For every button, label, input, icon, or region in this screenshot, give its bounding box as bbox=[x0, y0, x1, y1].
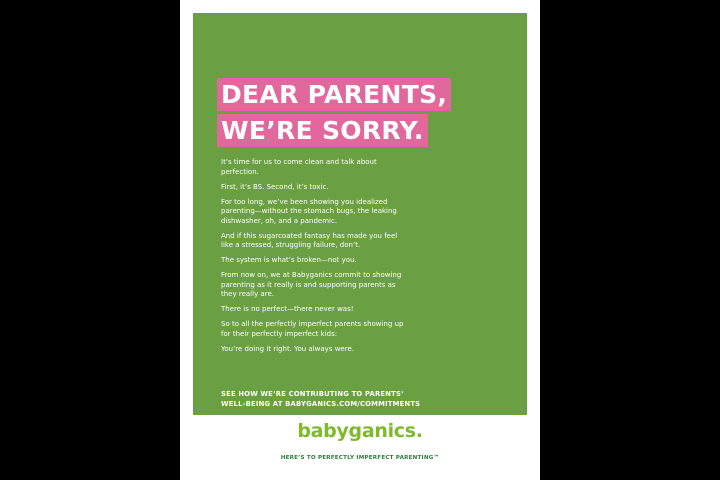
body-paragraph: First, it’s BS. Second, it’s toxic. bbox=[221, 182, 329, 191]
headline bbox=[217, 78, 451, 150]
body-copy bbox=[221, 158, 411, 360]
commitments-cta bbox=[221, 389, 421, 409]
cta-line-2: WELL-BEING AT BABYGANICS.COM/COMMITMENTS bbox=[221, 400, 421, 408]
headline-line-1: DEAR PARENTS, bbox=[217, 78, 451, 111]
babyganics-logo: babyganics. bbox=[297, 420, 423, 442]
brand-tagline: HERE’S TO PERFECTLY IMPERFECT PARENTING™ bbox=[280, 455, 440, 461]
body-paragraph: From now on, we at Babyganics commit to showing parenting as it really is and supporting parents as they really are. bbox=[221, 271, 402, 298]
body-paragraph: The system is what’s broken—not you. bbox=[221, 256, 357, 264]
body-paragraph: And if this sugarcoated fantasy has made you feel like a stressed, struggling failure, don’t. bbox=[221, 231, 398, 249]
headline-line-2: WE’RE SORRY. bbox=[217, 114, 428, 147]
green-panel bbox=[193, 13, 527, 415]
body-paragraph: You’re doing it right. You always were. bbox=[221, 344, 354, 353]
cta-line-1: SEE HOW WE’RE CONTRIBUTING TO PARENTS’ bbox=[221, 390, 404, 398]
ad-page bbox=[180, 0, 540, 480]
body-paragraph: It’s time for us to come clean and talk about perfection. bbox=[221, 158, 377, 176]
body-paragraph: So to all the perfectly imperfect parents showing up for their perfectly imperfect kids: bbox=[221, 320, 404, 338]
body-paragraph: There is no perfect—there never was! bbox=[221, 305, 354, 313]
body-paragraph: For too long, we’ve been showing you idealized parenting—without the stomach bugs, the leaking dishwasher, oh, and a pandemic. bbox=[221, 197, 397, 225]
